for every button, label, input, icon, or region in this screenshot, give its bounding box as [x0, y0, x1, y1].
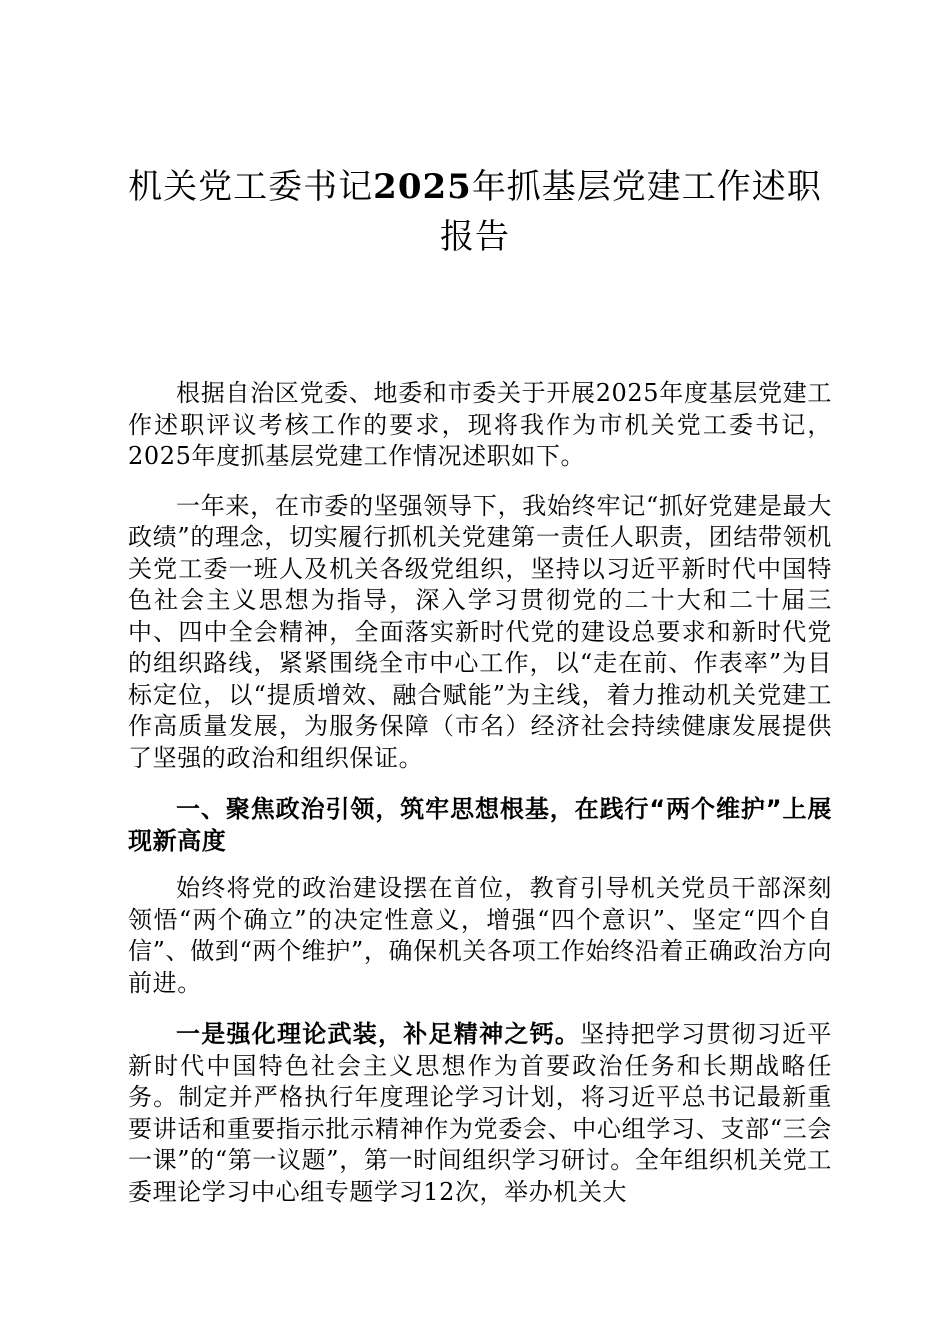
paragraph-section-1: 始终将党的政治建设摆在首位，教育引导机关党员干部深刻领悟“两个确立”的决定性意义，增强“四个意识”、坚定“四个自信”、做到“两个维护”，确保机关各项工作始终沿着正确政治方向前进。	[128, 874, 832, 997]
paragraph-overview: 一年来，在市委的坚强领导下，我始终牢记“抓好党建是最大政绩”的理念，切实履行抓机关党建第一责任人职责，团结带领机关党工委一班人及机关各级党组织，坚持以习近平新时代中国特色社会主义思想为指导，深入学习贯彻党的二十大和二十届三中、四中全会精神，全面落实新时代党的建设总要求和新时代党的组织路线，紧紧围绕全市中心工作，以“走在前、作表率”为目标定位，以“提质增效、融合赋能”为主线，着力推动机关党建工作高质量发展，为服务保障（市名）经济社会持续健康发展提供了坚强的政治和组织保证。	[128, 491, 832, 772]
point-1-body: 坚持把学习贯彻习近平新时代中国特色社会主义思想作为首要政治任务和长期战略任务。制定并严格执行年度理论学习计划，将习近平总书记最新重要讲话和重要指示批示精神作为党委会、中心组学习、支部“三会一课”的“第一议题”，第一时间组织学习研讨。全年组织机关党工委理论学习中心组专题学习12次，举办机关大	[128, 1020, 832, 1206]
document-title	[120, 162, 830, 262]
section-heading-1: 一、聚焦政治引领，筑牢思想根基，在践行“两个维护”上展现新高度	[128, 795, 832, 855]
title-part-2: 年抓基层党建工作述职报告	[440, 167, 822, 257]
title-part-1: 机关党工委书记	[128, 167, 374, 207]
document-body	[128, 378, 832, 1208]
title-year: 2025	[373, 167, 472, 207]
paragraph-intro: 根据自治区党委、地委和市委关于开展2025年度基层党建工作述职评议考核工作的要求，现将我作为市机关党工委书记，2025年度抓基层党建工作情况述职如下。	[128, 379, 832, 470]
point-1-lead: 一是强化理论武装，补足精神之钙。	[176, 1020, 581, 1048]
paragraph-point-1	[128, 1019, 832, 1208]
